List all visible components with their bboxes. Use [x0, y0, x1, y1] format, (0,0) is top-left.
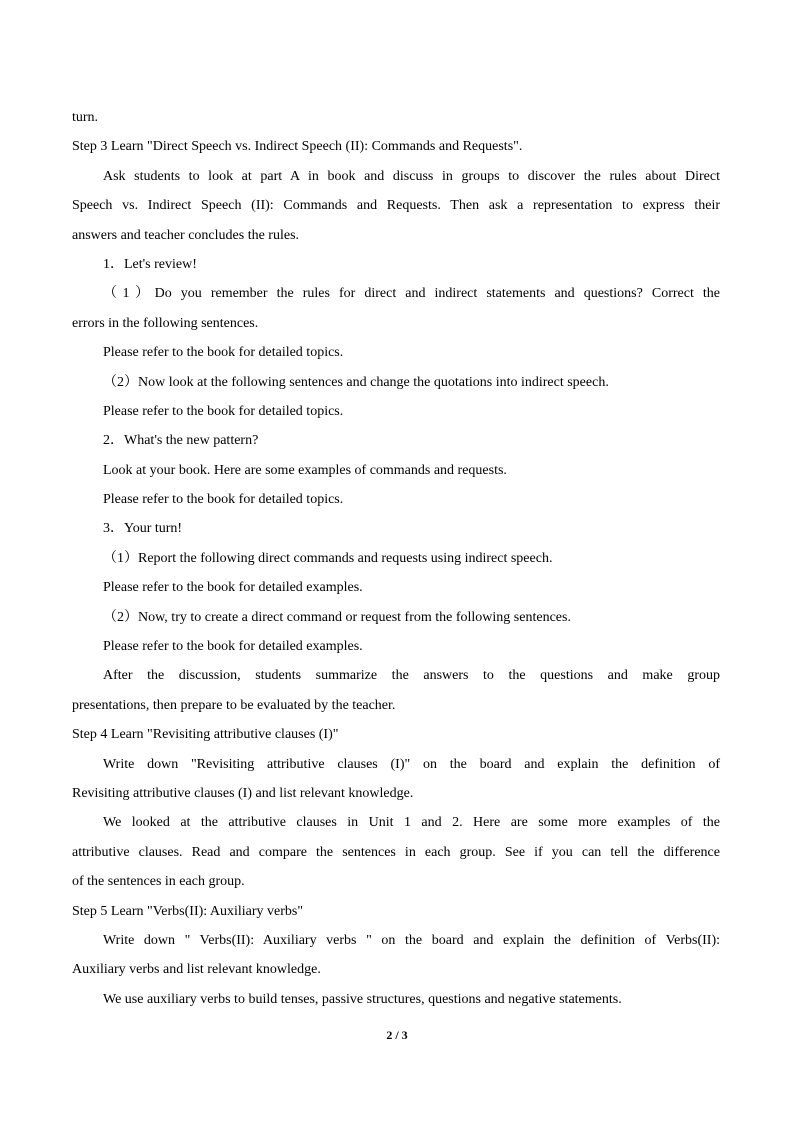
list-item: 1．Let's review!: [103, 256, 197, 272]
text-line: Look at your book. Here are some examples of commands and requests.: [103, 462, 507, 478]
text-line: answers and teacher concludes the rules.: [72, 227, 300, 243]
text-line: presentations, then prepare to be evaluated by the teacher.: [72, 697, 396, 713]
text-line: Please refer to the book for detailed examples.: [103, 639, 363, 655]
text-line: Please refer to the book for detailed examples.: [103, 580, 363, 596]
list-item: （1）Do you remember the rules for direct and indirect statements and questions? Correct the: [103, 286, 720, 302]
list-item: （2）Now, try to create a direct command or request from the following sentences.: [103, 609, 571, 625]
text-line: After the discussion, students summarize the answers to the questions and make group: [103, 668, 720, 684]
text-line: Please refer to the book for detailed topics.: [103, 403, 344, 419]
list-item: （2）Now look at the following sentences and change the quotations into indirect speech.: [103, 374, 609, 390]
list-item: 3．Your turn!: [103, 521, 183, 537]
text-line: errors in the following sentences.: [72, 315, 259, 331]
text-line: attributive clauses. Read and compare the sentences in each group. See if you can tell the difference: [72, 844, 720, 860]
document-body: [72, 103, 720, 1014]
text-line: Please refer to the book for detailed topics.: [103, 345, 344, 361]
page-number: 2 / 3: [386, 1028, 408, 1042]
step-heading: Step 4 Learn "Revisiting attributive clauses (I)": [72, 727, 339, 743]
list-item: （1）Report the following direct commands and requests using indirect speech.: [103, 550, 553, 566]
text-line: Speech vs. Indirect Speech (II): Commands and Requests. Then ask a representation to express their: [72, 198, 720, 214]
text-line: Auxiliary verbs and list relevant knowledge.: [72, 962, 321, 978]
text-line: Write down " Verbs(II): Auxiliary verbs " on the board and explain the definition of Verbs(II):: [103, 932, 720, 948]
text-line: Write down "Revisiting attributive clauses (I)" on the board and explain the definition of: [103, 756, 720, 772]
list-item: 2．What's the new pattern?: [103, 433, 259, 449]
text-line: We looked at the attributive clauses in Unit 1 and 2. Here are some more examples of the: [103, 815, 720, 831]
text-line: of the sentences in each group.: [72, 874, 245, 890]
text-line: Please refer to the book for detailed topics.: [103, 492, 344, 508]
text-line: Ask students to look at part A in book and discuss in groups to discover the rules about Direct: [103, 168, 720, 184]
step-heading: Step 5 Learn "Verbs(II): Auxiliary verbs": [72, 903, 304, 919]
step-heading: Step 3 Learn "Direct Speech vs. Indirect Speech (II): Commands and Requests".: [72, 139, 523, 155]
text-line: We use auxiliary verbs to build tenses, passive structures, questions and negative statements.: [103, 991, 622, 1007]
text-line: Revisiting attributive clauses (I) and list relevant knowledge.: [72, 785, 414, 801]
text-line: turn.: [72, 110, 99, 125]
